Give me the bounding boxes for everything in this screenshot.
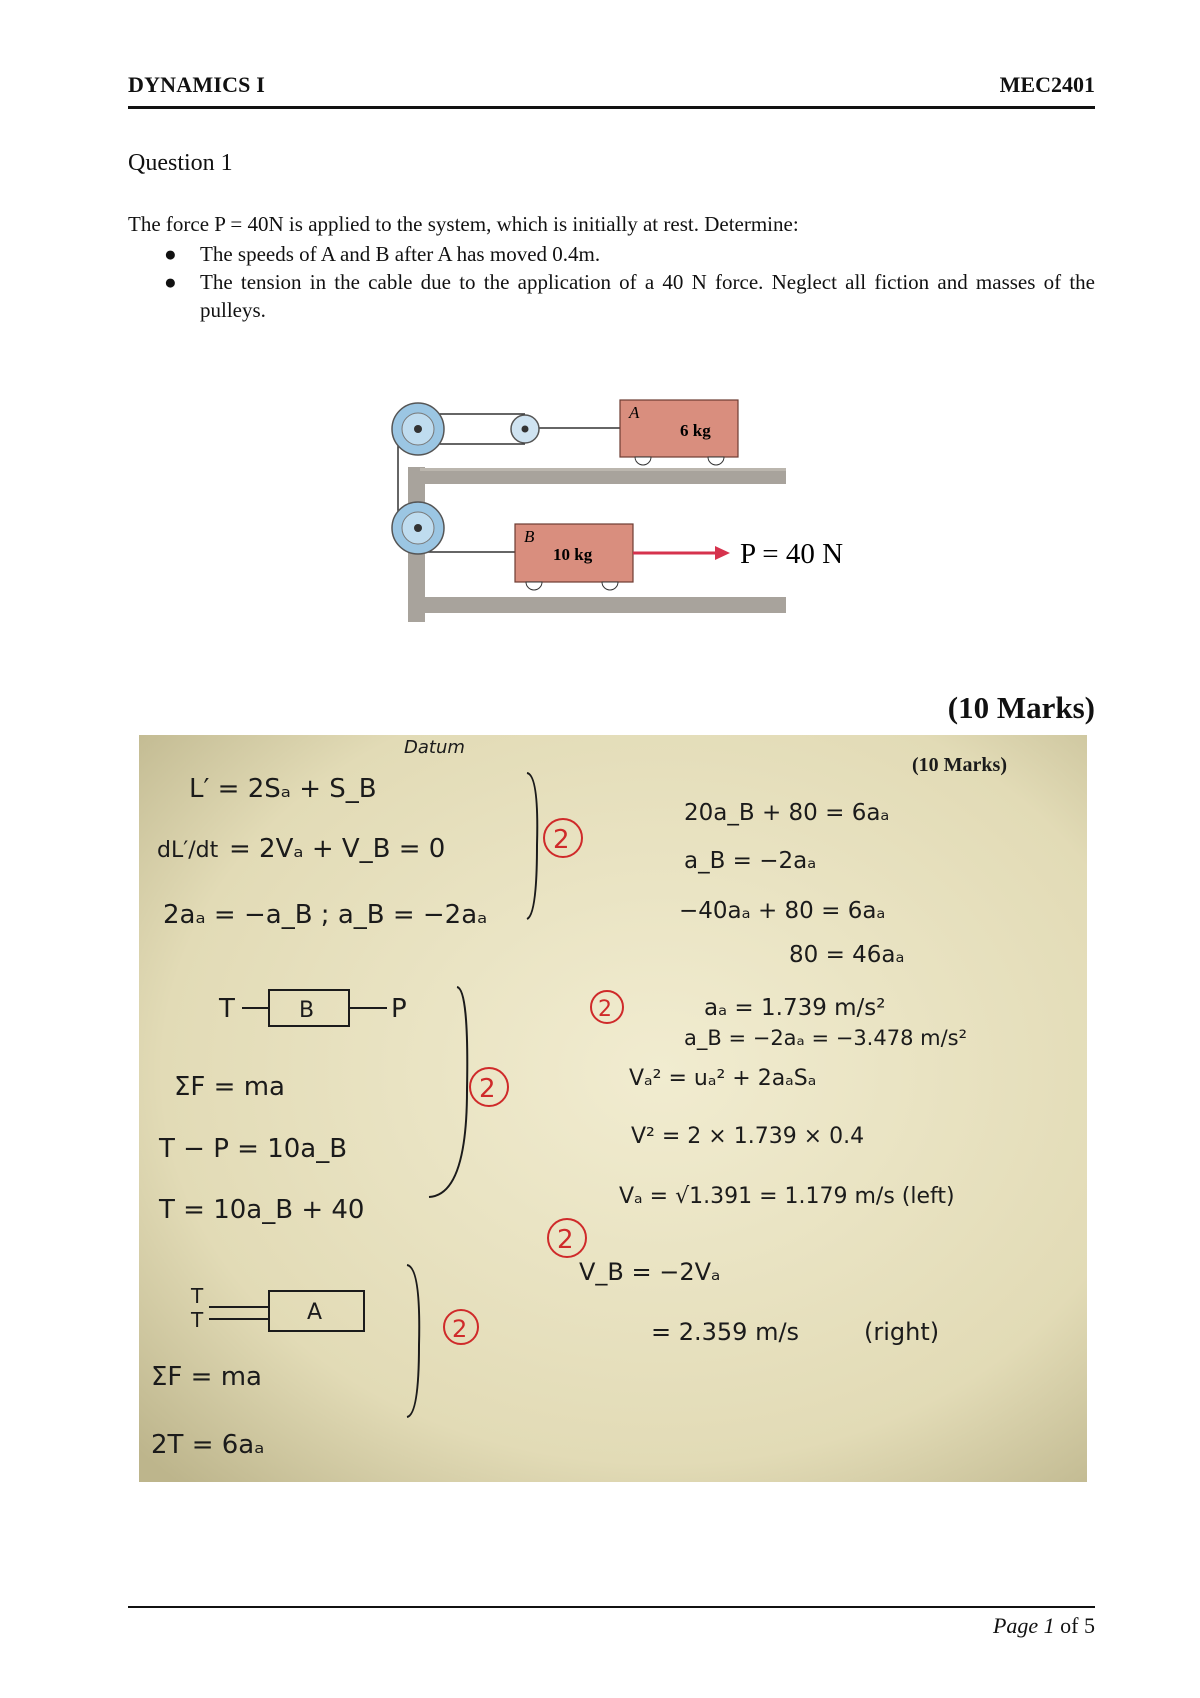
score-mark: 2 [557, 1225, 574, 1255]
photo-marks-label: (10 Marks) [912, 754, 1007, 776]
force-arrow-icon [633, 546, 730, 560]
score-mark: 2 [479, 1074, 496, 1104]
eq-right-6: a_B = −2aₐ = −3.478 m/s² [684, 1026, 967, 1050]
bullet-item [128, 268, 1095, 324]
sum-forces-b: ΣF = ma [174, 1072, 285, 1102]
eq-acceleration: 2aₐ = −a_B ; a_B = −2aₐ [163, 900, 488, 930]
page-word: Page [992, 1613, 1039, 1638]
eq-right-8: V² = 2 × 1.739 × 0.4 [631, 1124, 865, 1149]
pulley-top-left [392, 403, 444, 455]
eq-right-4: 80 = 46aₐ [789, 942, 905, 968]
pulley-small [511, 415, 539, 443]
course-title: DYNAMICS I [128, 72, 266, 97]
page-number: 1 [1043, 1613, 1055, 1638]
eq-right-1: 20a_B + 80 = 6aₐ [684, 800, 890, 826]
score-mark: 2 [553, 825, 570, 855]
block-a-mass: 6 kg [680, 421, 711, 440]
pulley-system-figure [390, 392, 950, 622]
eq-right-7: Vₐ² = uₐ² + 2aₐSₐ [629, 1066, 817, 1091]
course-code: MEC2401 [999, 72, 1095, 97]
datum-note: Datum [404, 737, 465, 758]
question-bullets [128, 240, 1095, 324]
bullet-dot-icon: ● [164, 242, 177, 266]
eq-right-9: Vₐ = √1.391 = 1.179 m/s (left) [619, 1184, 955, 1209]
eq-tension-a: 2T = 6aₐ [151, 1430, 265, 1460]
fbd-b-tension: T [219, 994, 235, 1024]
eq-right-11: = 2.359 m/s [651, 1318, 800, 1346]
force-label: P = 40 N [740, 538, 844, 570]
header-rule [128, 106, 1095, 109]
eq-right-11-direction: (right) [864, 1318, 940, 1346]
score-mark: 2 [452, 1315, 468, 1343]
fbd-a-label: A [307, 1300, 323, 1325]
eq-right-2: a_B = −2aₐ [684, 848, 817, 874]
block-a [620, 400, 738, 465]
handwritten-solution-photo [139, 735, 1087, 1482]
eq-tension-b: T − P = 10a_B [159, 1134, 348, 1164]
eq-tension-result: T = 10a_B + 40 [159, 1195, 365, 1225]
pulley-bottom-left [392, 502, 444, 554]
page-total: of 5 [1060, 1613, 1095, 1638]
block-b-letter: B [524, 527, 535, 546]
fbd-a-tension-1: T [191, 1284, 204, 1308]
marks-label: (10 Marks) [947, 690, 1095, 725]
fbd-b-force: P [391, 994, 407, 1024]
question-intro: The force P = 40N is applied to the system, which is initially at rest. Determine: [128, 212, 799, 236]
eq-right-10: V_B = −2Vₐ [579, 1258, 721, 1286]
block-b-mass: 10 kg [553, 545, 593, 564]
eq-right-5: aₐ = 1.739 m/s² [704, 995, 886, 1021]
sum-forces-a: ΣF = ma [151, 1362, 262, 1392]
footer-rule [128, 1606, 1095, 1608]
fbd-a-tension-2: T [191, 1308, 204, 1332]
page-footer [993, 1613, 1095, 1639]
block-a-letter: A [629, 403, 640, 422]
fbd-b-label: B [299, 998, 315, 1023]
eq-length: L′ = 2Sₐ + S_B [189, 774, 377, 804]
bullet-dot-icon: ● [164, 270, 177, 294]
bullet-text: The tension in the cable due to the application of a 40 N force. Neglect all fiction and masses of the pulleys. [200, 270, 1095, 322]
block-b [515, 524, 633, 590]
eq-velocity: = 2Vₐ + V_B = 0 [229, 834, 446, 864]
bullet-text: The speeds of A and B after A has moved 0.4m. [200, 242, 601, 266]
score-mark: 2 [598, 997, 612, 1022]
eq-derivative-lhs: dL′/dt [157, 838, 219, 863]
bullet-item [128, 240, 1095, 268]
eq-right-3: −40aₐ + 80 = 6aₐ [679, 898, 886, 924]
question-title: Question 1 [128, 150, 233, 176]
